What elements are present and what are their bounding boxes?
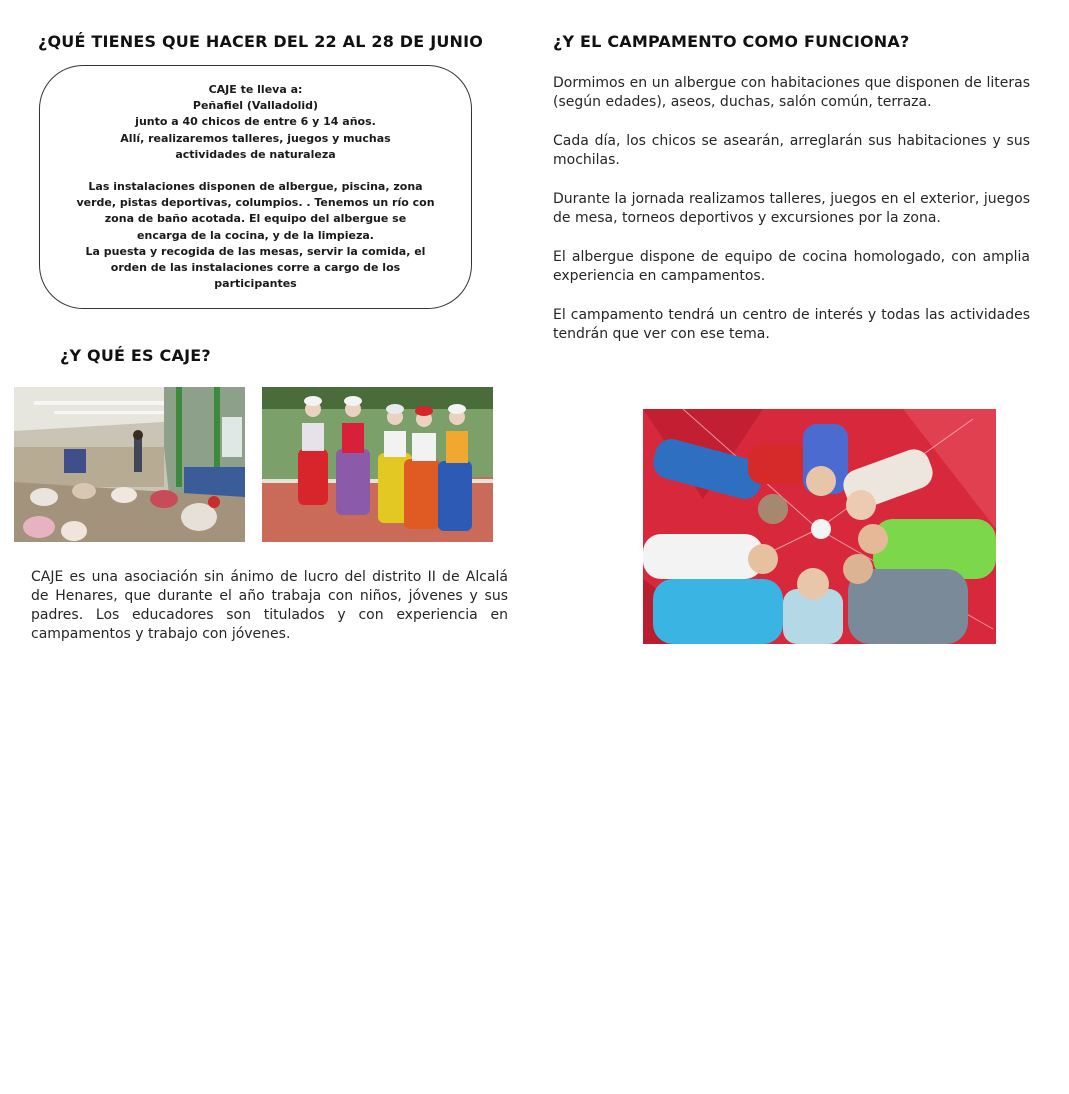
info-line: zona de baño acotada. El equipo del albergue se: [104, 212, 407, 226]
info-line: verde, pistas deportivas, columpios. . Tenemos un río con: [76, 196, 435, 210]
photo-children-hall: [14, 387, 245, 542]
campamento-paragraph: Cada día, los chicos se asearán, arreglarán sus habitaciones y sus mochilas.: [553, 133, 1030, 168]
photo-children-circle: [643, 409, 996, 644]
info-line: CAJE te lleva a:: [208, 83, 303, 96]
heading-que-es-caje: ¿Y QUÉ ES CAJE?: [60, 346, 211, 365]
info-line: Las instalaciones disponen de albergue, piscina, zona: [88, 180, 423, 194]
heading-como-funciona: ¿Y EL CAMPAMENTO COMO FUNCIONA?: [553, 32, 910, 51]
info-line: encarga de la cocina, y de la limpieza.: [137, 228, 374, 242]
info-line: participantes: [214, 277, 297, 291]
info-line: actividades de naturaleza: [175, 147, 336, 161]
info-line: junto a 40 chicos de entre 6 y 14 años.: [135, 115, 376, 129]
campamento-paragraph: El albergue dispone de equipo de cocina homologado, con amplia experiencia en campamentos.: [553, 249, 1030, 284]
campamento-text: [553, 74, 1030, 344]
info-box: [39, 65, 472, 309]
campamento-paragraph: Durante la jornada realizamos talleres, juegos en el exterior, juegos de mesa, torneos deportivos y excursiones por la zona.: [553, 191, 1030, 226]
caje-paragraph: CAJE es una asociación sin ánimo de lucro del distrito II de Alcalá de Henares, que durante el año trabaja con niños, jóvenes y sus padres. Los educadores son titulados y con experiencia en campamentos y trabajo con jóvenes.: [31, 569, 508, 642]
caje-description: [31, 568, 508, 644]
campamento-paragraph: Dormimos en un albergue con habitaciones que disponen de literas (según edades), aseos, duchas, salón común, terraza.: [553, 75, 1030, 110]
heading-que-tienes-que-hacer: ¿QUÉ TIENES QUE HACER DEL 22 AL 28 DE JUNIO: [38, 32, 484, 51]
photo-sack-race: [262, 387, 493, 542]
info-line: Peñafiel (Valladolid): [192, 99, 319, 113]
campamento-paragraph: El campamento tendrá un centro de interés y todas las actividades tendrán que ver con ese tema.: [553, 307, 1030, 342]
info-line: La puesta y recogida de las mesas, servir la comida, el: [85, 244, 426, 258]
info-line: Allí, realizaremos talleres, juegos y muchas: [120, 131, 391, 145]
info-line: orden de las instalaciones corre a cargo de los: [110, 261, 401, 275]
